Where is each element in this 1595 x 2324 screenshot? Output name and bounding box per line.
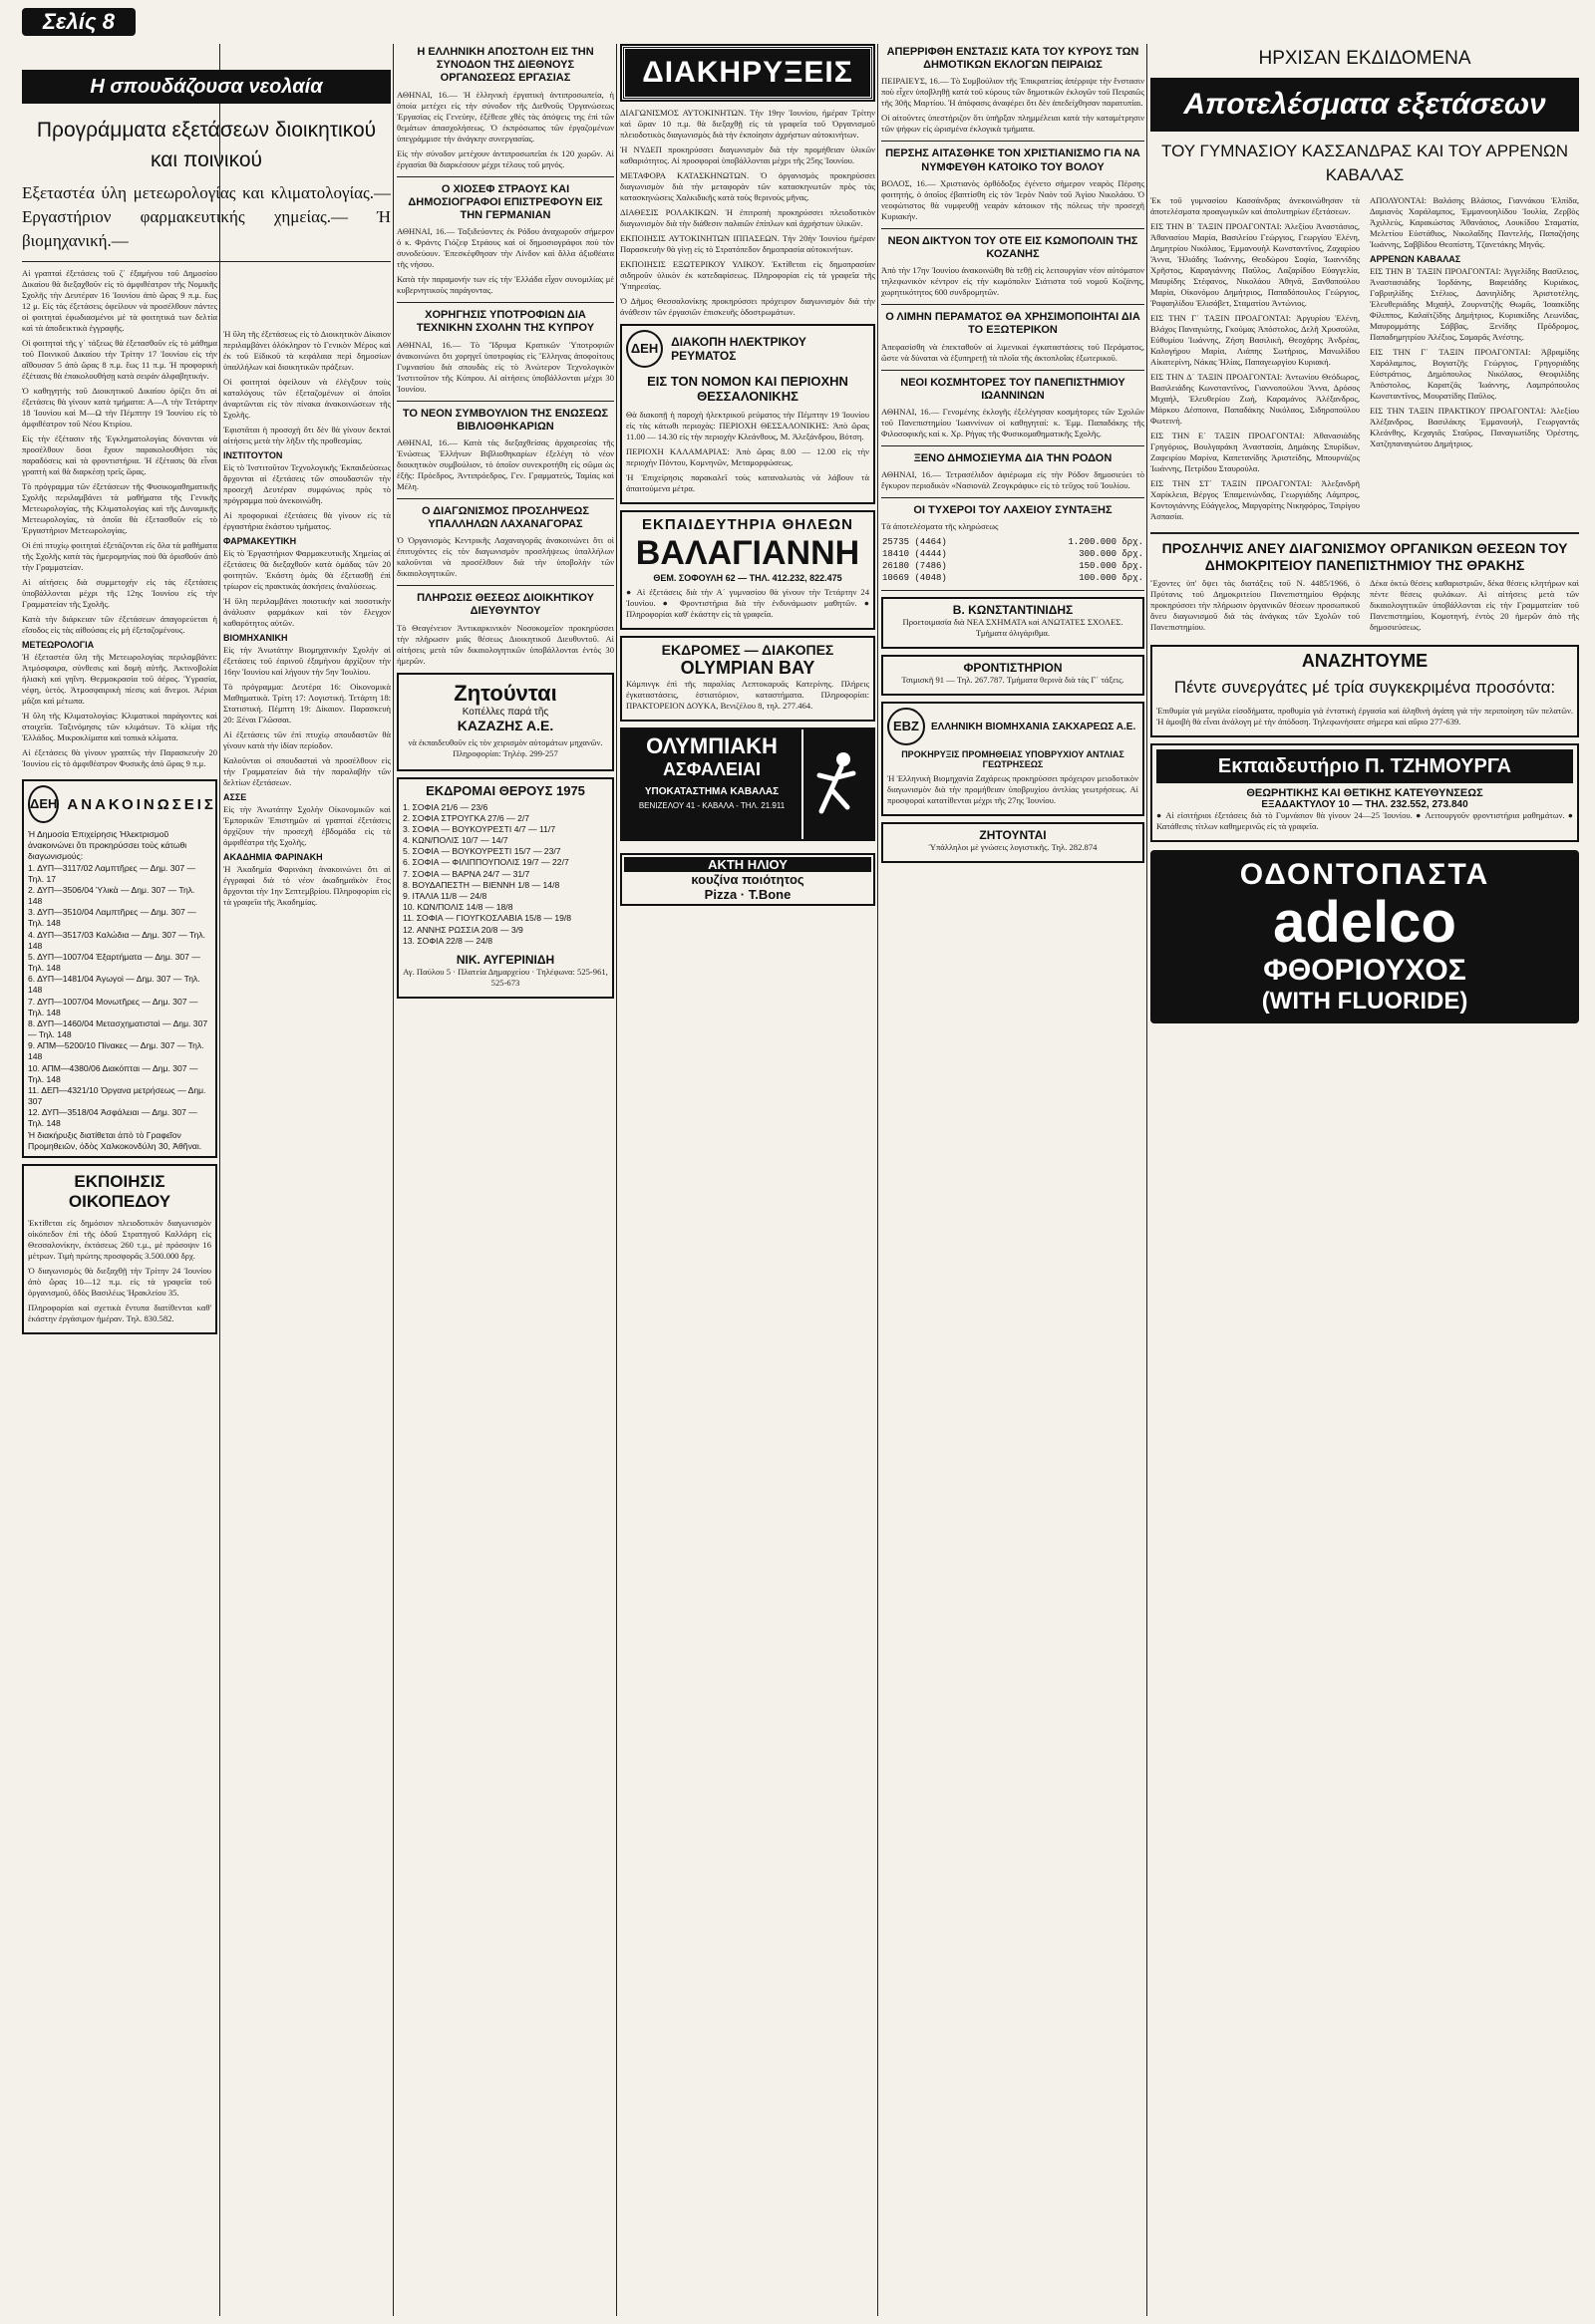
ad-restaurant-a — [620, 853, 875, 906]
col3-head-1: Η ΕΛΛΗΝΙΚΗ ΑΠΟΣΤΟΛΗ ΕΙΣ ΤΗΝ ΣΥΝΟΔΟΝ ΤΗΣ ΔΙΕΘΝΟΥΣ ΟΡΓΑΝΩΣΕΩΣ ΕΡΓΑΣΙΑΣ — [417, 46, 594, 85]
notices-box — [22, 779, 217, 1158]
col3-head-4: ΤΟ ΝΕΟΝ ΣΥΜΒΟΥΛΙΟΝ ΤΗΣ ΕΝΩΣΕΩΣ ΒΙΒΛΙΟΘΗΚΑΡΙΩΝ — [402, 407, 609, 433]
toothpaste-brand: adelco — [1273, 889, 1456, 955]
ad-toothpaste — [1150, 850, 1579, 1023]
ad-wanted-2: ΖΗΤΟΥΝΤΑΙ Ὑπάλληλοι μὲ γνώσεις λογιστικῆς. Τηλ. 282.874 — [881, 822, 1144, 863]
power-cut-area: ΕΙΣ ΤΟΝ ΝΟΜΟΝ ΚΑΙ ΠΕΡΙΟΧΗΝ ΘΕΣΣΑΛΟΝΙΚΗΣ — [647, 374, 848, 404]
lottery-row — [881, 572, 1144, 584]
ad-school: ΕΚΠΑΙΔΕΥΤΗΡΙΑ ΘΗΛΕΩΝ ΒΑΛΑΓΙΑΝΝΗ ΘΕΜ. ΣΟΦΟΥΛΗ 62 — ΤΗΛ. 412.232, 822.475 ● Αἱ ἐξετάσεις διὰ τὴν Α΄ γυμνασίου θὰ γίνουν τὴν Τετάρτην 24 Ἰουνίου. ● Φροντιστήρια διὰ τὴν ἐνδυνάμωσιν μαθητῶν. ● Πληροφορίαι καθ' ἑκάστην εἰς τὰ γραφεῖα. — [620, 510, 875, 630]
results-columns: Ἐκ τοῦ γυμνασίου Κασσάνδρας ἀνεκοινώθησαν τὰ ἀποτελέσματα προαγωγικῶν καὶ ἀπολυτηρίων ἐξετάσεων. ΕΙΣ ΤΗΝ Β΄ ΤΑΞΙΝ ΠΡΟΑΓΟΝΤΑΙ: Ἀλεξίου Ἀναστάσιος, Ἀθανασίου Μαρία, Βασιλείου Γεώργιος, Γεωργίου Ἑλένη, Δημητρίου Νικόλαος, Ἐμμανουὴλ Κωνσταντῖνος, Ζαχαρίου Ἄννα, Ἠλιάδης Ἰωάννης, Θεοδώρου Σοφία, Ἰωαννίδης Χρῆστος, Καραγιάννης Παῦλος, Λαζαρίδου Εὐαγγελία, Μαυρίδης Στέφανος, Νικολάου Ἀθηνᾶ, Ξανθοπούλου Μαρία, Οἰκονόμου Δημήτριος, Παπαδόπουλος Γεώργιος, Ῥαφαηλίδου Ἐλισάβετ, Σταματίου Ἀντώνιος. ΕΙΣ ΤΗΝ Γ΄ ΤΑΞΙΝ ΠΡΟΑΓΟΝΤΑΙ: Ἀργυρίου Ἑλένη, Βλάχος Παναγιώτης, Γκούμας Ἀπόστολος, Δελῆ Χρυσούλα, Εὐθυμίου Ἰωάννης, Ζήση Βασιλικὴ, Θεοχάρης Ἀνδρέας, Καλογήρου Μαρία, Λιάπης Σωτήριος, Μανωλίδου Αἰκατερίνη, Νάκας Ἠλίας, Παπαγεωργίου Κυριακή. ΕΙΣ ΤΗΝ Δ΄ ΤΑΞΙΝ ΠΡΟΑΓΟΝΤΑΙ: Ἀντωνίου Θεόδωρος, Βασιλειάδης Κωνσταντῖνος, Γιαννοπούλου Ἄννα, Δρόσος Μιχαήλ, Ἐλευθερίου Ζωή, Καραμάνος Ἀλέξανδρος, Μάρκου Δέσποινα, Παπαδάκης Νικόλαος, Σιδηροπούλου Φωτεινὴ. ΕΙΣ ΤΗΝ Ε΄ ΤΑΞΙΝ ΠΡΟΑΓΟΝΤΑΙ: Ἀθανασιάδης Γρηγόριος, Βουλγαράκη Ἀναστασία, Δημάκης Σπυρίδων, Ζαφειρίου Μαρίνα, Καπετανίδης Ἀριστείδης, Μπουρνάζος Ἰωάννης, Πετρίδου Σταυρούλα. ΕΙΣ ΤΗΝ ΣΤ΄ ΤΑΞΙΝ ΠΡΟΑΓΟΝΤΑΙ: Ἀλεξανδρῆ Χαρίκλεια, Βέργος Ἐπαμεινώνδας, Γεωργιάδης Λάμπρος, Κοντογιάννης Εὐάγγελος, Μαργαρίτης Νικηφόρος, Τσιρίγου Ἀσπασία. ΑΠΟΛΥΟΝΤΑΙ: Βαλάσης Βλάσιος, Γιαννάκου Ἐλπίδα, Δαμιανὸς Χαράλαμπος, Ἐμμανουηλίδου Ἰουλία, Ζερβὸς Ἀχιλλεύς, Καρακώστας Ἀθανάσιος, Λουκίδου Σταματία, Μελετίου Εὐστάθιος, Νικολαΐδης Παντελής, Παπαζήσης Ἰωάννης, Σαββίδου Θεοπίστη, Τζανετάκης Μηνᾶς. ΑΡΡΕΝΩΝ ΚΑΒΑΛΑΣ ΕΙΣ ΤΗΝ Β΄ ΤΑΞΙΝ ΠΡΟΑΓΟΝΤΑΙ: Ἀγγελίδης Βασίλειος, Ἀναστασιάδης Ἰορδάνης, Βαφειάδης Κυριάκος, Γαβριηλίδης Στέλιος, Δανιηλίδης Ἀριστοτέλης, Ἐλευθεριάδης Μιχαήλ, Ζουρνατζῆς Θωμᾶς, Ἰσαακίδης Φίλιππος, Καλαϊτζίδης Δημήτριος, Κυριακίδης Λεωνίδας, Μαυρομμάτης Σάββας, Ξενίδης Πρόδρομος, Παπαδημητρίου Ἀλέξιος, Σαμαρᾶς Ἀνέστης. ΕΙΣ ΤΗΝ Γ΄ ΤΑΞΙΝ ΠΡΟΑΓΟΝΤΑΙ: Ἀβραμίδης Χαράλαμπος, Βογιατζῆς Γεώργιος, Γρηγοριάδης Εὐστράτιος, Δημόπουλος Νικόλαος, Θεοφιλίδης Ἀπόστολος, Καρατζᾶς Ἰωάννης, Λαμπρόπουλος Κωνσταντῖνος, Μουρατίδης Παῦλος. ΕΙΣ ΤΗΝ ΤΑΞΙΝ ΠΡΑΚΤΙΚΟΥ ΠΡΟΑΓΟΝΤΑΙ: Ἀλεξίου Ἀλέξανδρος, Βασιλάκης Ἐμμανουήλ, Γεωργαντᾶς Κλεάνθης, Κεχαγιᾶς Σταῦρος, Παναγιωτίδης Ὀρέστης, Χατζηπαναγιώτου Δημήτριος. — [1150, 195, 1579, 521]
page-label — [22, 8, 136, 36]
col6-title — [1150, 78, 1579, 132]
ad-tutor-5: Β. ΚΩΝΣΤΑΝΤΙΝΙΔΗΣ Προετοιμασία διὰ ΝΕΑ ΣΧΗΜΑΤΑ καὶ ΑΝΩΤΑΤΕΣ ΣΧΟΛΕΣ. Τμήματα ὀλιγάριθμα. — [881, 597, 1144, 649]
seek-sub: Πέντε συνεργάτες μέ τρία συγκεκριμένα προσόντα: — [1173, 677, 1556, 697]
ad-insurer — [620, 727, 875, 841]
section-label — [22, 70, 391, 104]
col3-head-5: Ο ΔΙΑΓΩΝΙΣΜΟΣ ΠΡΟΣΛΗΨΕΩΣ ΥΠΑΛΛΗΛΩΝ ΛΑΧΑΝΑΓΟΡΑΣ — [422, 504, 589, 531]
col2-subhead-inst: ΙΝΣΤΙΤΟΥΤΟΝ — [223, 450, 283, 460]
camp-name: OLYMPIAN BAY — [680, 658, 815, 678]
col5-head-7: ΟΙ ΤΥΧΕΡΟΙ ΤΟΥ ΛΑΧΕΙΟΥ ΣΥΝΤΑΞΗΣ — [913, 504, 1113, 517]
ad-wanted: Ζητούνται Κοπέλλες παρά τῆς ΚΑΖΑΖΗΣ Α.Ε. νὰ ἐκπαιδευθοῦν εἰς τὸν χειρισμὸν αὐτομάτων μηχανῶν. Πληροφορίαι: Τηλέφ. 299-257 — [397, 673, 614, 771]
col3-head-6: ΠΛΗΡΩΣΙΣ ΘΕΣΕΩΣ ΔΙΟΙΚΗΤΙΚΟΥ ΔΙΕΥΘΥΝΤΟΥ — [417, 592, 594, 618]
dei-logo-icon: ΔΕΗ — [626, 330, 663, 368]
power-cut-box: ΔΕΗ ΔΙΑΚΟΠΗ ΗΛΕΚΤΡΙΚΟΥ ΡΕΥΜΑΤΟΣ ΕΙΣ ΤΟΝ ΝΟΜΟΝ ΚΑΙ ΠΕΡΙΟΧΗΝ ΘΕΣΣΑΛΟΝΙΚΗΣ Θὰ διακοπῇ ἡ παροχὴ ἠλεκτρικοῦ ρεύματος τὴν Πέμπτην 19 Ἰουνίου εἰς τὰς κάτωθι περιοχὰς: ΠΕΡΙΟΧΗ ΘΕΣΣΑΛΟΝΙΚΗΣ: Ἀπὸ ὥρας 11.00 — 14.30 εἰς τὴν περιοχὴν Κλεάνθους, Μ. Ἀλεξάνδρου, Βότση. ΠΕΡΙΟΧΗ ΚΑΛΑΜΑΡΙΑΣ: Ἀπὸ ὥρας 8.00 — 12.00 εἰς τὴν περιοχὴν Πόντου, Κομνηνῶν, Μεταμορφώσεως. Ἡ Ἐπιχείρησις παρακαλεῖ τοὺς καταναλωτὰς νὰ λάβουν τὰ ἀπαιτούμενα μέτρα. — [620, 324, 875, 504]
lottery-prize: 1.200.000 δρχ. — [1068, 537, 1143, 548]
section-label-text: Η σπουδάζουσα νεολαία — [90, 76, 323, 98]
auction-title: ΕΚΠΟΙΗΣΙΣ ΟΙΚΟΠΕΔΟΥ — [68, 1171, 171, 1211]
toothpaste-mid: ΦΘΟΡΙΟΥΧΟΣ — [1263, 953, 1466, 987]
tutor-box: Εκπαιδευτήριο Π. ΤΖΗΜΟΥΡΓΑ ΘΕΩΡΗΤΙΚΗΣ ΚΑΙ ΘΕΤΙΚΗΣ ΚΑΤΕΥΘΥΝΣΕΩΣ ΕΞΑΔΑΚΤΥΛΟΥ 10 — ΤΗΛ. 232.552, 273.840 ● Αἱ εἰσιτήριοι ἐξετάσεις διὰ τὸ Γυμνάσιον θὰ γίνουν 24—25 Ἰουνίου. ● Λειτουργοῦν φροντιστήρια μαθημάτων. ● Κατάθεσις τίτλων καθημερινῶς εἰς τὰ γραφεῖα. — [1150, 743, 1579, 842]
school-label: ΕΚΠΑΙΔΕΥΤΗΡΙΑ ΘΗΛΕΩΝ — [642, 516, 853, 533]
ad-tutor-5b: ΦΡΟΝΤΙΣΤΗΡΙΟΝ Τσιμισκῆ 91 — Τηλ. 267.787. Τμήματα θερινὰ διὰ τὰς Γ΄ τάξεις. — [881, 655, 1144, 696]
wanted-2-title: ΖΗΤΟΥΝΤΑΙ — [979, 828, 1047, 843]
dei-logo-icon: ΔΕΗ — [28, 785, 59, 823]
col3-head-2: Ο ΧΙΟΣΕΦ ΣΤΡΑΟΥΣ ΚΑΙ ΔΗΜΟΣΙΟΓΡΑΦΟΙ ΕΠΙΣΤΡΕΦΟΥΝ ΕΙΣ ΤΗΝ ΓΕΡΜΑΝΙΑΝ — [408, 182, 603, 221]
col5-head-4: Ο ΛΙΜΗΝ ΠΕΡΑΜΑΤΟΣ ΘΑ ΧΡΗΣΙΜΟΠΟΙΗΤΑΙ ΔΙΑ ΤΟ ΕΞΩΤΕΡΙΚΟΝ — [885, 311, 1140, 337]
column-rule — [877, 44, 878, 2316]
seek-box: ΑΝΑΖΗΤΟΥΜΕ Πέντε συνεργάτες μέ τρία συγκεκριμένα προσόντα: Ἐπιθυμία γιὰ μεγάλα εἰσοδήματα, προθυμία γιὰ ἐντατικὴ ἐργασία καὶ ἀληθινὴ ἀγάπη γιὰ τὴν περιποίηση τῶν πελατῶν. Ἡ ἀμοιβὴ θὰ εἶναι ἀνάλογη μὲ τὴν ἀπόδοση. Τηλεφωνήσατε σήμερα καὶ αὔριο 277-639. — [1150, 645, 1579, 737]
restaurant-a-sub: κουζίνα ποιότητος — [691, 872, 804, 887]
tutor-5b-name: ΦΡΟΝΤΙΣΤΗΡΙΟΝ — [963, 661, 1063, 676]
col2-subhead-pharm: ΦΑΡΜΑΚΕΥΤΙΚΗ — [223, 536, 297, 546]
column-3: Η ΕΛΛΗΝΙΚΗ ΑΠΟΣΤΟΛΗ ΕΙΣ ΤΗΝ ΣΥΝΟΔΟΝ ΤΗΣ ΔΙΕΘΝΟΥΣ ΟΡΓΑΝΩΣΕΩΣ ΕΡΓΑΣΙΑΣ ΑΘΗΝΑΙ, 16.— Ἡ ἑλληνικὴ ἐργατικὴ ἀντιπροσωπεία, ἡ ὁποία μετέχει εἰς τὴν σύνοδον τῆς Διεθνοῦς Ὀργανώσεως Ἐργασίας εἰς Γενεύην, ἐξέθεσε χθὲς τὰς ἀπόψεις της ἐπὶ τῶν θεμάτων ἀπασχολήσεως. Ὁ ἐκπρόσωπος τῶν ἐργαζομένων ὑπεγράμμισε τὴν ἀνάγκην συνεργασίας. Εἰς τὴν σύνοδον μετέχουν ἀντιπροσωπεῖαι ἐκ 120 χωρῶν. Αἱ ἐργασίαι θὰ διαρκέσουν μέχρι τέλους τοῦ μηνός. Ο ΧΙΟΣΕΦ ΣΤΡΑΟΥΣ ΚΑΙ ΔΗΜΟΣΙΟΓΡΑΦΟΙ ΕΠΙΣΤΡΕΦΟΥΝ ΕΙΣ ΤΗΝ ΓΕΡΜΑΝΙΑΝ ΑΘΗΝΑΙ, 16.— Ταξιδεύοντες ἐκ Ρόδου ἀναχωροῦν σήμερον ὁ κ. Φράντς Γιόζεφ Στράους καὶ οἱ δημοσιογράφοι ποὺ τὸν συνοδεύουν. Ἐπεσκέφθησαν τὴν Λίνδον καὶ ἄλλα ἀξιοθέατα τῆς νήσου. Κατὰ τὴν παραμονήν των εἰς τὴν Ἑλλάδα εἶχον συνομιλίας μὲ κυβερνητικοὺς παράγοντας. ΧΟΡΗΓΗΣΙΣ ΥΠΟΤΡΟΦΙΩΝ ΔΙΑ ΤΕΧΝΙΚΗΝ ΣΧΟΛΗΝ ΤΗΣ ΚΥΠΡΟΥ ΑΘΗΝΑΙ, 16.— Τὸ Ἴδρυμα Κρατικῶν Ὑποτροφιῶν ἀνακοινώνει ὅτι χορηγεῖ ὑποτροφίας εἰς Ἕλληνας ἀποφοίτους Γυμνασίου διὰ σπουδὰς εἰς τὸ Ἀνώτερον Τεχνολογικὸν Ἰνστιτοῦτον τῆς Κύπρου. Αἱ αἰτήσεις ὑποβάλλονται μέχρι 30 Ἰουνίου. ΤΟ ΝΕΟΝ ΣΥΜΒΟΥΛΙΟΝ ΤΗΣ ΕΝΩΣΕΩΣ ΒΙΒΛΙΟΘΗΚΑΡΙΩΝ ΑΘΗΝΑΙ, 16.— Κατὰ τὰς διεξαχθείσας ἀρχαιρεσίας τῆς Ἑνώσεως Ἑλλήνων Βιβλιοθηκαρίων ἐξελέγη τὸ νέον διοικητικὸν συμβούλιον, τὸ ὁποῖον συνεκροτήθη εἰς σῶμα ὡς ἑξῆς: Πρόεδρος, Ἀντιπρόεδρος, Γεν. Γραμματεύς, Ταμίας καὶ Μέλη. Ο ΔΙΑΓΩΝΙΣΜΟΣ ΠΡΟΣΛΗΨΕΩΣ ΥΠΑΛΛΗΛΩΝ ΛΑΧΑΝΑΓΟΡΑΣ Ὁ Ὀργανισμὸς Κεντρικῆς Λαχαναγορᾶς ἀνακοινώνει ὅτι οἱ ἐπιτυχόντες εἰς τὸν διαγωνισμὸν προσλήψεως ὑπαλλήλων καλοῦνται νὰ προσέλθουν διὰ τὴν ὑποβολὴν τῶν δικαιολογητικῶν. ΠΛΗΡΩΣΙΣ ΘΕΣΕΩΣ ΔΙΟΙΚΗΤΙΚΟΥ ΔΙΕΥΘΥΝΤΟΥ Τὸ Θεαγένειον Ἀντικαρκινικὸν Νοσοκομεῖον προκηρύσσει τὴν πλήρωσιν μιᾶς θέσεως Διοικητικοῦ Διευθυντοῦ. Αἱ αἰτήσεις μετὰ τῶν δικαιολογητικῶν ὑποβάλλονται ἐντὸς 30 ἡμερῶν. Ζητούνται Κοπέλλες παρά τῆς ΚΑΖΑΖΗΣ Α.Ε. νὰ ἐκπαιδευθοῦν εἰς τὸν χειρισμὸν αὐτομάτων μηχανῶν. Πληροφορίαι: Τηλέφ. 299-257 ΕΚΔΡΟΜΑΙ ΘΕΡΟΥΣ 1975 1. ΣΟΦΙΑ 21/6 — 23/6 2. ΣΟΦΙΑ ΣΤΡΟΥΓΚΑ 27/6 — 2/7 3. ΣΟΦΙΑ — ΒΟΥΚΟΥΡΕΣΤΙ 4/7 — 11/7 4. ΚΩΝ/ΠΟΛΙΣ 10/7 — 14/7 5. ΣΟΦΙΑ — ΒΟΥΚΟΥΡΕΣΤΙ 15/7 — 23/7 6. ΣΟΦΙΑ — ΦΙΛΙΠΠΟΥΠΟΛΙΣ 19/7 — 22/7 7. ΣΟΦΙΑ — ΒΑΡΝΑ 24/7 — 31/7 8. ΒΟΥΔΑΠΕΣΤΗ — ΒΙΕΝΝΗ 1/8 — 14/8 9. ΙΤΑΛΙΑ 11/8 — 24/8 10. ΚΩΝ/ΠΟΛΙΣ 14/8 — 18/8 11. ΣΟΦΙΑ — ΓΙΟΥΓΚΟΣΛΑΒΙΑ 15/8 — 19/8 12. ΑΝΝΗΣ ΡΩΣΣΙΑ 20/8 — 3/9 13. ΣΟΦΙΑ 22/8 — 24/8 ΝΙΚ. ΑΥΓΕΡΙΝΙΔΗ Αγ. Παύλου 5 · Πλατεία Δημαρχείου · Τηλέφωνα: 525-961, 525-673 — [397, 40, 614, 2324]
lottery-number: 25735 (4464) — [882, 537, 947, 548]
toothpaste-bot: (WITH FLUORIDE) — [1261, 987, 1468, 1015]
restaurant-a-name: ΑΚΤΗ ΗΛΙΟΥ — [624, 857, 871, 872]
col6-sub: ΤΟΥ ΓΥΜΝΑΣΙΟΥ ΚΑΣΣΑΝΔΡΑΣ ΚΑΙ ΤΟΥ ΑΡΡΕΝΩΝ ΚΑΒΑΛΑΣ — [1161, 142, 1568, 184]
col1-title: Προγράμματα εξετάσεων διοικητικού και ποινικού — [36, 119, 377, 171]
school-addr: ΘΕΜ. ΣΟΦΟΥΛΗ 62 — ΤΗΛ. 412.232, 822.475 — [653, 573, 842, 583]
col2-subhead-asse: ΑΣΣΕ — [223, 792, 247, 802]
ad-wanted-sub: Κοπέλλες παρά τῆς — [462, 706, 549, 718]
lottery-row — [881, 560, 1144, 572]
lottery-number: 18410 (4444) — [882, 549, 947, 560]
auction-box: ΕΚΠΟΙΗΣΙΣ ΟΙΚΟΠΕΔΟΥ Ἐκτίθεται εἰς δημόσιον πλειοδοτικὸν διαγωνισμὸν οἰκόπεδον ἐπὶ τῆς ὁδοῦ Στρατηγοῦ Καλλάρη εἰς Θεσσαλονίκην, ἐκτάσεως 260 τ.μ., μὲ πρόσοψιν 16 μέτρων. Τιμὴ πρώτης προσφορᾶς 3.500.000 δρχ. Ὁ διαγωνισμὸς θὰ διεξαχθῇ τὴν Τρίτην 24 Ἰουνίου ἀπὸ ὥρας 10—12 π.μ. εἰς τὰ γραφεῖα τοῦ ὁργανισμοῦ, ὁδὸς Βασιλέως Ἡρακλείου 35. Πληροφορίαι καὶ σχετικὰ ἔντυπα διατίθενται καθ' ἑκάστην ἐργάσιμον ἡμέραν. Τηλ. 830.582. — [22, 1164, 217, 1334]
col5-head-1: ΑΠΕΡΡΙΦΘΗ ΕΝΣΤΑΣΙΣ ΚΑΤΑ ΤΟΥ ΚΥΡΟΥΣ ΤΩΝ ΔΗΜΟΤΙΚΩΝ ΕΚΛΟΓΩΝ ΠΕΙΡΑΙΩΣ — [886, 46, 1139, 72]
tutor-label — [1156, 749, 1573, 783]
restaurant-a-dishes: Pizza · T.Bone — [704, 887, 792, 902]
lottery-number: 26180 (7486) — [882, 561, 947, 572]
toothpaste-top: ΟΔΟΝΤΟΠΑΣΤΑ — [1239, 857, 1490, 891]
insurer-addr: ΒΕΝΙΖΕΛΟΥ 41 - ΚΑΒΑΛΑ - ΤΗΛ. 21.911 — [638, 801, 786, 810]
ad-camp: ΕΚΔΡΟΜΕΣ — ΔΙΑΚΟΠΕΣ OLYMPIAN BAY Κάμπινγκ ἐπὶ τῆς παραλίας Λεπτοκαρυᾶς Κατερίνης. Πλήρεις ἐγκαταστάσεις, ἑστιατόριον, καταστήματα. Πληροφορίαι: ΠΡΑΚΤΟΡΕΙΟΝ ΔΟΥΚΑ, Βενιζέλου 8, τηλ. 277.464. — [620, 636, 875, 722]
school-name: ΒΑΛΑΓΙΑΝΝΗ — [635, 534, 860, 572]
ad-wanted-company: ΚΑΖΑΖΗΣ Α.Ε. — [457, 717, 554, 733]
column-rule — [1146, 44, 1147, 2316]
col6-title-text: Αποτελέσματα εξετάσεων — [1183, 88, 1546, 121]
col1-body-2: Ἡ ἐξεταστέα ὕλη τῆς Μετεωρολογίας περιλαμβάνει: Ἀτμόσφαιρα, σύνθεσις καὶ δομὴ αὐτῆς. Ἀκτινοβολία ἡλιακὴ καὶ γηΐνη. Θερμοκρασία τοῦ ἀέρος. Ὑγρασία, νέφη, ὑετός. Ἀτμοσφαιρικὴ πίεσις καὶ ἄνεμοι. Ἀέριαι μᾶζαι καὶ μέτωπα. Ἡ ὕλη τῆς Κλιματολογίας: Κλιματικοὶ παράγοντες καὶ στοιχεῖα. Ταξινόμησις τῶν κλιμάτων. Τὸ κλίμα τῆς Ἑλλάδος. Μικροκλίματα καὶ τοπικὰ κλίματα. Αἱ ἐξετάσεις θὰ γίνουν γραπτῶς τὴν Παρασκευὴν 20 Ἰουνίου εἰς τὸ ἀμφιθέατρον Φυσικῆς ἀπὸ ὥρας 9 π.μ. — [22, 652, 217, 768]
lottery-prize: 300.000 δρχ. — [1079, 549, 1143, 560]
column-4: ΔΙΑΚΗΡΥΞΕΙΣ ΔΙΑΓΩΝΙΣΜΟΣ ΑΥΤΟΚΙΝΗΤΩΝ. Τὴν 19ην Ἰουνίου, ἡμέραν Τρίτην καὶ ὥραν 10 π.μ. θὰ διεξαχθῇ εἰς τὰ γραφεῖα τοῦ Ὀργανισμοῦ πλειοδοτικὸς διαγωνισμὸς διὰ τὴν ἐκποίησιν ἀχρήστων αὐτοκινήτων. Ἡ ΝΥΔΕΠ προκηρύσσει διαγωνισμὸν διὰ τὴν προμήθειαν ὑλικῶν καθαριότητος. Αἱ προσφοραὶ ὑποβάλλονται μέχρι τῆς 25ης Ἰουνίου. ΜΕΤΑΦΟΡΑ ΚΑΤΑΣΚΗΝΩΤΩΝ. Ὁ ὀργανισμὸς προκηρύσσει διαγωνισμὸν διὰ τὴν μεταφορὰν τῶν κατασκηνωτῶν πρὸς τὰς κατασκηνώσεις Χαλκιδικῆς κατὰ τοὺς θερινοὺς μῆνας. ΔΙΑΘΕΣΙΣ ΡΟΛΑΚΙΚΩΝ. Ἡ ἐπιτροπὴ προκηρύσσει πλειοδοτικὸν διαγωνισμὸν διὰ τὴν διάθεσιν παλαιῶν ἐπίπλων καὶ ἀχρήστων ὑλικῶν. ΕΚΠΟΙΗΣΙΣ ΑΥΤΟΚΙΝΗΤΩΝ ΙΠΠΑΣΕΩΝ. Τὴν 20ὴν Ἰουνίου ἡμέραν Παρασκευὴν θὰ γίνῃ εἰς τὸ Στρατόπεδον δημοπρασία αὐτοκινήτων. ΕΚΠΟΙΗΣΙΣ ΕΞΩΤΕΡΙΚΟΥ ΥΛΙΚΟΥ. Ἐκτίθεται εἰς δημοπρασίαν σιδηροῦν ὑλικὸν ἐκ κατεδαφίσεως. Πληροφορίαι εἰς τὰ γραφεῖα τῆς Ὑπηρεσίας. Ὁ Δῆμος Θεσσαλονίκης προκηρύσσει πρόχειρον διαγωνισμὸν διὰ τὴν ἀνάθεσιν τῶν ἐργασιῶν ἐπισκευῆς ὁδοστρωμάτων. ΔΕΗ ΔΙΑΚΟΠΗ ΗΛΕΚΤΡΙΚΟΥ ΡΕΥΜΑΤΟΣ ΕΙΣ ΤΟΝ ΝΟΜΟΝ ΚΑΙ ΠΕΡΙΟΧΗΝ ΘΕΣΣΑΛΟΝΙΚΗΣ Θὰ διακοπῇ ἡ παροχὴ ἠλεκτρικοῦ ρεύματος τὴν Πέμπτην 19 Ἰουνίου εἰς τὰς κάτωθι περιοχὰς: ΠΕΡΙΟΧΗ ΘΕΣΣΑΛΟΝΙΚΗΣ: Ἀπὸ ὥρας 11.00 — 14.30 εἰς τὴν περιοχὴν Κλεάνθους, Μ. Ἀλεξάνδρου, Βότση. ΠΕΡΙΟΧΗ ΚΑΛΑΜΑΡΙΑΣ: Ἀπὸ ὥρας 8.00 — 12.00 εἰς τὴν περιοχὴν Πόντου, Κομνηνῶν, Μεταμορφώσεως. Ἡ Ἐπιχείρησις παρακαλεῖ τοὺς καταναλωτὰς νὰ λάβουν τὰ ἀπαιτούμενα μέτρα. ΕΚΠΑΙΔΕΥΤΗΡΙΑ ΘΗΛΕΩΝ ΒΑΛΑΓΙΑΝΝΗ ΘΕΜ. ΣΟΦΟΥΛΗ 62 — ΤΗΛ. 412.232, 822.475 ● Αἱ ἐξετάσεις διὰ τὴν Α΄ γυμνασίου θὰ γίνουν τὴν Τετάρτην 24 Ἰουνίου. ● Φροντιστήρια διὰ τὴν ἐνδυνάμωσιν μαθητῶν. ● Πληροφορίαι καθ' ἑκάστην εἰς τὰ γραφεῖα. ΕΚΔΡΟΜΕΣ — ΔΙΑΚΟΠΕΣ OLYMPIAN BAY Κάμπινγκ ἐπὶ τῆς παραλίας Λεπτοκαρυᾶς Κατερίνης. Πλήρεις ἐγκαταστάσεις, ἑστιατόριον, καταστήματα. Πληροφορίαι: ΠΡΑΚΤΟΡΕΙΟΝ ΔΟΥΚΑ, Βενιζέλου 8, τηλ. 277.464. ΟΛΥΜΠΙΑΚΗ ΑΣΦΑΛΕΙΑΙ ΥΠΟΚΑΤΑΣΤΗΜΑ ΚΑΒΑΛΑΣ ΒΕΝΙΖΕΛΟΥ 41 - ΚΑΒΑΛΑ - ΤΗΛ. 21.911 ΑΚΤΗ ΗΛΙΟΥ κουζίνα ποιότητος Pizza · T.Bone — [620, 40, 875, 2324]
col1-body: Αἱ γραπταὶ ἐξετάσεις τοῦ ζ΄ ἐξαμήνου τοῦ Δημοσίου Δικαίου θὰ διεξαχθοῦν εἰς τὸ ἀμφιθέατρον τῆς Νομικῆς Σχολῆς τὴν Δευτέραν 16 Ἰουνίου ἀπὸ ὥρας 9 π.μ. ἕως 12 μ. Εἰς τὰς ἐξετάσεις ὀφείλουν νὰ προσέλθουν πάντες οἱ φοιτηταὶ ἐφωδιασμένοι μὲ τὰ φοιτητικά των δελτία καὶ τὰ ἀποδεικτικὰ ἐγγραφῆς. Οἱ φοιτηταὶ τῆς γ΄ τάξεως θὰ ἐξετασθοῦν εἰς τὸ μάθημα τοῦ Ποινικοῦ Δικαίου τὴν Τρίτην 17 Ἰουνίου εἰς τὴν αἴθουσαν 5 ἀπὸ ὥρας 8 π.μ. ἕως 11 π.μ. Ἡ προφορικὴ ἐξέτασις θὰ ἐπακολουθήσῃ κατὰ σειρὰν ἀλφαβητικήν. Ὁ καθηγητὴς τοῦ Διοικητικοῦ Δικαίου ὁρίζει ὅτι αἱ ἐξετάσεις θὰ γίνουν κατὰ τμήματα: Α—Λ τὴν Τετάρτην 18 Ἰουνίου καὶ Μ—Ω τὴν Πέμπτην 19 Ἰουνίου εἰς τὸ ἀμφιθέατρον τοῦ Νέου Κτιρίου. Εἰς τὴν ἐξέτασιν τῆς Ἐγκληματολογίας δύνανται νὰ προσέλθουν ὅσοι ἔχουν παρακολουθήσει τὰς παραδόσεις καὶ τὰ φροντιστήρια. Ἡ ἐξέτασις θὰ εἶναι γραπτὴ καὶ θὰ διαρκέσῃ τρεῖς ὥρας. Τὸ πρόγραμμα τῶν ἐξετάσεων τῆς Φυσικομαθηματικῆς Σχολῆς περιλαμβάνει τὰ μαθήματα τῆς Γενικῆς Μετεωρολογίας, τῆς Κλιματολογίας καὶ τῆς Δυναμικῆς Μετεωρολογίας, τὰ ὁποῖα θὰ ἐξετασθοῦν εἰς τὸ Ἐργαστήριον Μετεωρολογίας. Οἱ ἐπὶ πτυχίῳ φοιτηταὶ ἐξετάζονται εἰς ὅλα τὰ μαθήματα τῆς Σχολῆς κατὰ τὰς ἡμερομηνίας ποὺ θὰ ὁρισθοῦν ἀπὸ τὴν Γραμματείαν. Αἱ αἰτήσεις διὰ συμμετοχὴν εἰς τὰς ἐξετάσεις ὑποβάλλονται μέχρι τῆς 12ης Ἰουνίου εἰς τὴν Γραμματείαν τῆς Σχολῆς. Κατὰ τὴν διάρκειαν τῶν ἐξετάσεων ἀπαγορεύεται ἡ εἴσοδος εἰς τὰς αἰθούσας εἰς μὴ ἐξεταζομένους. — [22, 268, 217, 635]
insurer-name: ΟΛΥΜΠΙΑΚΗ — [646, 733, 778, 758]
ad-wanted-title: Ζητούνται — [454, 680, 557, 706]
lottery-prize: 100.000 δρχ. — [1079, 573, 1143, 584]
column-2: Ἡ ὕλη τῆς ἐξετάσεως εἰς τὸ Διοικητικὸν Δίκαιον περιλαμβάνει ὁλόκληρον τὸ Γενικὸν Μέρος καὶ ἐκ τοῦ Εἰδικοῦ τὰ κεφάλαια περὶ δημοσίων ὑπαλλήλων καὶ διοικητικῶν πράξεων. Οἱ φοιτηταὶ ὀφείλουν νὰ ἐλέγξουν τοὺς καταλόγους τῶν ἐξεταζομένων οἱ ὁποῖοι ἀναρτῶνται εἰς τὸν πίνακα ἀνακοινώσεων τῆς Σχολῆς. Ἐφιστᾶται ἡ προσοχὴ ὅτι δὲν θὰ γίνουν δεκταὶ αἰτήσεις μετὰ τὴν λῆξιν τῆς προθεσμίας. ΙΝΣΤΙΤΟΥΤΟΝ Εἰς τὸ Ἰνστιτοῦτον Τεχνολογικῆς Ἐκπαιδεύσεως ἄρχονται αἱ ἐξετάσεις τῶν σπουδαστῶν τὴν προσεχῆ Δευτέραν συμφώνως πρὸς τὸ πρόγραμμα ποὺ ἀνεκοινώθη. Αἱ προφορικαὶ ἐξετάσεις θὰ γίνουν εἰς τὰ ἐργαστήρια ἑκάστου τμήματος. ΦΑΡΜΑΚΕΥΤΙΚΗ Εἰς τὸ Ἐργαστήριον Φαρμακευτικῆς Χημείας αἱ ἐξετάσεις θὰ διεξαχθοῦν κατὰ ὁμάδας τῶν 20 φοιτητῶν. Ἑκάστη ὁμὰς θὰ ἐξετασθῇ ἐπὶ τρίωρον εἰς πρακτικὰς ἀσκήσεις ἀναλύσεως. Ἡ ὕλη περιλαμβάνει ποιοτικὴν καὶ ποσοτικὴν ἀνάλυσιν φαρμάκων καὶ τὸν ἔλεγχον καθαρότητος αὐτῶν. ΒΙΟΜΗΧΑΝΙΚΗ Εἰς τὴν Ἀνωτάτην Βιομηχανικὴν Σχολὴν αἱ ἐξετάσεις τοῦ ἐαρινοῦ ἐξαμήνου ἀρχίζουν τὴν 16ην Ἰουνίου καὶ λήγουν τὴν 5ην Ἰουλίου. Τὸ πρόγραμμα: Δευτέρα 16: Οἰκονομικὰ Μαθηματικὰ. Τρίτη 17: Λογιστική. Τετάρτη 18: Στατιστική. Πέμπτη 19: Δίκαιον. Παρασκευὴ 20: Ξέναι Γλῶσσαι. Αἱ ἐξετάσεις τῶν ἐπὶ πτυχίῳ σπουδαστῶν θὰ γίνουν κατὰ τὴν ἰδίαν περίοδον. Καλοῦνται οἱ σπουδασταὶ νὰ προσέλθουν εἰς τὴν Γραμματείαν διὰ τὴν παραλαβὴν τῶν δελτίων ἐξετάσεων. ΑΣΣΕ Εἰς τὴν Ἀνωτάτην Σχολὴν Οἰκονομικῶν καὶ Ἐμπορικῶν Ἐπιστημῶν αἱ γραπταὶ ἐξετάσεις ἀρχίζουν τὴν προσεχῆ ἑβδομάδα εἰς τὰ ἀμφιθέατρα τῆς Σχολῆς. ΑΚΑΔΗΜΙΑ ΦΑΡΙΝΑΚΗ Ἡ Ἀκαδημία Φαρινάκη ἀνακοινώνει ὅτι αἱ ἐγγραφαὶ διὰ τὸ νέον ἀκαδημαϊκὸν ἔτος ἄρχονται τὴν 1ην Σεπτεμβρίου. Πληροφορίαι εἰς τὰ γραφεῖα τῆς Ἀκαδημίας. — [223, 329, 391, 907]
column-6: ΗΡΧΙΣΑΝ ΕΚΔΙΔΟΜΕΝΑ Αποτελέσματα εξετάσεων ΤΟΥ ΓΥΜΝΑΣΙΟΥ ΚΑΣΣΑΝΔΡΑΣ ΚΑΙ ΤΟΥ ΑΡΡΕΝΩΝ ΚΑΒΑΛΑΣ Ἐκ τοῦ γυμνασίου Κασσάνδρας ἀνεκοινώθησαν τὰ ἀποτελέσματα προαγωγικῶν καὶ ἀπολυτηρίων ἐξετάσεων. ΕΙΣ ΤΗΝ Β΄ ΤΑΞΙΝ ΠΡΟΑΓΟΝΤΑΙ: Ἀλεξίου Ἀναστάσιος, Ἀθανασίου Μαρία, Βασιλείου Γεώργιος, Γεωργίου Ἑλένη, Δημητρίου Νικόλαος, Ἐμμανουὴλ Κωνσταντῖνος, Ζαχαρίου Ἄννα, Ἠλιάδης Ἰωάννης, Θεοδώρου Σοφία, Ἰωαννίδης Χρῆστος, Καραγιάννης Παῦλος, Λαζαρίδου Εὐαγγελία, Μαυρίδης Στέφανος, Νικολάου Ἀθηνᾶ, Ξανθοπούλου Μαρία, Οἰκονόμου Δημήτριος, Παπαδόπουλος Γεώργιος, Ῥαφαηλίδου Ἐλισάβετ, Σταματίου Ἀντώνιος. ΕΙΣ ΤΗΝ Γ΄ ΤΑΞΙΝ ΠΡΟΑΓΟΝΤΑΙ: Ἀργυρίου Ἑλένη, Βλάχος Παναγιώτης, Γκούμας Ἀπόστολος, Δελῆ Χρυσούλα, Εὐθυμίου Ἰωάννης, Ζήση Βασιλικὴ, Θεοχάρης Ἀνδρέας, Καλογήρου Μαρία, Λιάπης Σωτήριος, Μανωλίδου Αἰκατερίνη, Νάκας Ἠλίας, Παπαγεωργίου Κυριακή. ΕΙΣ ΤΗΝ Δ΄ ΤΑΞΙΝ ΠΡΟΑΓΟΝΤΑΙ: Ἀντωνίου Θεόδωρος, Βασιλειάδης Κωνσταντῖνος, Γιαννοπούλου Ἄννα, Δρόσος Μιχαήλ, Ἐλευθερίου Ζωή, Καραμάνος Ἀλέξανδρος, Μάρκου Δέσποινα, Παπαδάκης Νικόλαος, Σιδηροπούλου Φωτεινὴ. ΕΙΣ ΤΗΝ Ε΄ ΤΑΞΙΝ ΠΡΟΑΓΟΝΤΑΙ: Ἀθανασιάδης Γρηγόριος, Βουλγαράκη Ἀναστασία, Δημάκης Σπυρίδων, Ζαφειρίου Μαρίνα, Καπετανίδης Ἀριστείδης, Μπουρνάζος Ἰωάννης, Πετρίδου Σταυρούλα. ΕΙΣ ΤΗΝ ΣΤ΄ ΤΑΞΙΝ ΠΡΟΑΓΟΝΤΑΙ: Ἀλεξανδρῆ Χαρίκλεια, Βέργος Ἐπαμεινώνδας, Γεωργιάδης Λάμπρος, Κοντογιάννης Εὐάγγελος, Μαργαρίτης Νικηφόρος, Τσιρίγου Ἀσπασία. ΑΠΟΛΥΟΝΤΑΙ: Βαλάσης Βλάσιος, Γιαννάκου Ἐλπίδα, Δαμιανὸς Χαράλαμπος, Ἐμμανουηλίδου Ἰουλία, Ζερβὸς Ἀχιλλεύς, Καρακώστας Ἀθανάσιος, Λουκίδου Σταματία, Μελετίου Εὐστάθιος, Νικολαΐδης Παντελής, Παπαζήσης Ἰωάννης, Σαββίδου Θεοπίστη, Τζανετάκης Μηνᾶς. ΑΡΡΕΝΩΝ ΚΑΒΑΛΑΣ ΕΙΣ ΤΗΝ Β΄ ΤΑΞΙΝ ΠΡΟΑΓΟΝΤΑΙ: Ἀγγελίδης Βασίλειος, Ἀναστασιάδης Ἰορδάνης, Βαφειάδης Κυριάκος, Γαβριηλίδης Στέλιος, Δανιηλίδης Ἀριστοτέλης, Ἐλευθεριάδης Μιχαήλ, Ζουρνατζῆς Θωμᾶς, Ἰσαακίδης Φίλιππος, Καλαϊτζίδης Δημήτριος, Κυριακίδης Λεωνίδας, Μαυρομμάτης Σάββας, Ξενίδης Πρόδρομος, Παπαδημητρίου Ἀλέξιος, Σαμαρᾶς Ἀνέστης. ΕΙΣ ΤΗΝ Γ΄ ΤΑΞΙΝ ΠΡΟΑΓΟΝΤΑΙ: Ἀβραμίδης Χαράλαμπος, Βογιατζῆς Γεώργιος, Γρηγοριάδης Εὐστράτιος, Δημόπουλος Νικόλαος, Θεοφιλίδης Ἀπόστολος, Καρατζᾶς Ἰωάννης, Λαμπρόπουλος Κωνσταντῖνος, Μουρατίδης Παῦλος. ΕΙΣ ΤΗΝ ΤΑΞΙΝ ΠΡΑΚΤΙΚΟΥ ΠΡΟΑΓΟΝΤΑΙ: Ἀλεξίου Ἀλέξανδρος, Βασιλάκης Ἐμμανουήλ, Γεωργαντᾶς Κλεάνθης, Κεχαγιᾶς Σταῦρος, Παναγιωτίδης Ὀρέστης, Χατζηπαναγιώτου Δημήτριος. ΠΡΟΣΛΗΨΙΣ ΑΝΕΥ ΔΙΑΓΩΝΙΣΜΟΥ ΟΡΓΑΝΙΚΩΝ ΘΕΣΕΩΝ ΤΟΥ ΔΗΜΟΚΡΙΤΕΙΟΥ ΠΑΝΕΠΙΣΤΗΜΙΟΥ ΤΗΣ ΘΡΑΚΗΣ Ἔχοντες ὑπ' ὄψει τὰς διατάξεις τοῦ Ν. 4485/1966, ὁ Πρύτανις τοῦ Δημοκριτείου Πανεπιστημίου Θρᾴκης προκηρύσσει τὴν πλήρωσιν ὀργανικῶν θέσεων προσωπικοῦ ἄνευ διαγωνισμοῦ διὰ τὰς ἀνάγκας τῶν Σχολῶν τοῦ Πανεπιστημίου. Δέκα ὀκτὼ θέσεις καθαριστριῶν, δέκα θέσεις κλητήρων καὶ πέντε θέσεις φυλάκων. Αἱ αἰτήσεις μετὰ τῶν δικαιολογητικῶν ὑποβάλλονται εἰς τὴν Γραμματείαν τοῦ Πανεπιστημίου, Κομοτηνή, ἐντὸς 20 ἡμερῶν ἀπὸ τῆς δημοσιεύσεως. ΑΝΑΖΗΤΟΥΜΕ Πέντε συνεργάτες μέ τρία συγκεκριμένα προσόντα: Ἐπιθυμία γιὰ μεγάλα εἰσοδήματα, προθυμία γιὰ ἐντατικὴ ἐργασία καὶ ἀληθινὴ ἀγάπη γιὰ τὴν περιποίηση τῶν πελατῶν. Ἡ ἀμοιβὴ θὰ εἶναι ἀνάλογη μὲ τὴν ἀπόδοση. Τηλεφωνήσατε σήμερα καὶ αὔριο 277-639. Εκπαιδευτήριο Π. ΤΖΗΜΟΥΡΓΑ ΘΕΩΡΗΤΙΚΗΣ ΚΑΙ ΘΕΤΙΚΗΣ ΚΑΤΕΥΘΥΝΣΕΩΣ ΕΞΑΔΑΚΤΥΛΟΥ 10 — ΤΗΛ. 232.552, 273.840 ● Αἱ εἰσιτήριοι ἐξετάσεις διὰ τὸ Γυμνάσιον θὰ γίνουν 24—25 Ἰουνίου. ● Λειτουργοῦν φροντιστήρια μαθημάτων. ● Κατάθεσις τίτλων καθημερινῶς εἰς τὰ γραφεῖα. ΟΔΟΝΤΟΠΑΣΤΑ adelco ΦΘΟΡΙΟΥΧΟΣ (WITH FLUORIDE) — [1150, 40, 1579, 2324]
tutor-addr: ΕΞΑΔΑΚΤΥΛΟΥ 10 — ΤΗΛ. 232.552, 273.840 — [1261, 798, 1468, 810]
insurer-branch: ΥΠΟΚΑΤΑΣΤΗΜΑ ΚΑΒΑΛΑΣ — [644, 786, 780, 797]
col3-head-3: ΧΟΡΗΓΗΣΙΣ ΥΠΟΤΡΟΦΙΩΝ ΔΙΑ ΤΕΧΝΙΚΗΝ ΣΧΟΛΗΝ ΤΗΣ ΚΥΠΡΟΥ — [416, 309, 595, 335]
banner-text: ΔΙΑΚΗΡΥΞΕΙΣ — [642, 56, 853, 89]
column-5: ΑΠΕΡΡΙΦΘΗ ΕΝΣΤΑΣΙΣ ΚΑΤΑ ΤΟΥ ΚΥΡΟΥΣ ΤΩΝ ΔΗΜΟΤΙΚΩΝ ΕΚΛΟΓΩΝ ΠΕΙΡΑΙΩΣ ΠΕΙΡΑΙΕΥΣ, 16.— Τὸ Συμβούλιον τῆς Ἐπικρατείας ἀπέρριψε τὴν ἔνστασιν ποὺ εἶχεν ὑποβληθῇ κατὰ τοῦ κύρους τῶν δημοτικῶν ἐκλογῶν τοῦ Πειραιῶς τῆς 30ῆς Μαρτίου. Ἡ ἀπόφασις ἀναφέρει ὅτι δὲν ἀπεδείχθησαν παρατυπίαι. Οἱ αἰτοῦντες ὑπεστήριζον ὅτι ὑπῆρξαν πλημμέλειαι κατὰ τὴν καταμέτρησιν τῶν ψήφων εἰς ὡρισμένα ἐκλογικὰ τμήματα. ΠΕΡΣΗΣ ΑΙΤΑΣΘΗΚΕ ΤΟΝ ΧΡΙΣΤΙΑΝΙΣΜΟ ΓΙΑ ΝΑ ΝΥΜΦΕΥΘΗ ΚΑΤΟΙΚΟ ΤΟΥ ΒΟΛΟΥ ΒΟΛΟΣ, 16.— Χριστιανὸς ὀρθόδοξος ἐγένετο σήμερον νεαρὸς Πέρσης φοιτητής, ὁ ὁποῖος ἐβαπτίσθη εἰς τὸν Ἱερὸν Ναὸν τοῦ Ἁγίου Νικολάου. Ὁ νεοφώτιστος θὰ νυμφευθῇ νεαρὰν κάτοικον τῆς πόλεως τὴν προσεχῆ Κυριακήν. ΝΕΟΝ ΔΙΚΤΥΟΝ ΤΟΥ ΟΤΕ ΕΙΣ ΚΩΜΟΠΟΛΙΝ ΤΗΣ ΚΟΖΑΝΗΣ Ἀπὸ τὴν 17ην Ἰουνίου ἀνακοινώθη θὰ τεθῇ εἰς λειτουργίαν νέον αὐτόματον τηλεφωνικὸν κέντρον εἰς τὴν κωμόπολιν Σιάτιστα τοῦ νομοῦ Κοζάνης, χωρητικότητος 600 συνδρομητῶν. Ο ΛΙΜΗΝ ΠΕΡΑΜΑΤΟΣ ΘΑ ΧΡΗΣΙΜΟΠΟΙΗΤΑΙ ΔΙΑ ΤΟ ΕΞΩΤΕΡΙΚΟΝ Ἀπεφασίσθη νὰ ἐπεκταθοῦν αἱ λιμενικαὶ ἐγκαταστάσεις τοῦ Περάματος, ὥστε νὰ δύναται νὰ ἐξυπηρετῇ τὰ πλοῖα τῆς ἀκτοπλοΐας ἐξωτερικοῦ. ΝΕΟΙ ΚΟΣΜΗΤΟΡΕΣ ΤΟΥ ΠΑΝΕΠΙΣΤΗΜΙΟΥ ΙΩΑΝΝΙΝΩΝ ΑΘΗΝΑΙ, 16.— Γενομένης ἐκλογῆς ἐξελέγησαν κοσμήτορες τῶν Σχολῶν τοῦ Πανεπιστημίου Ἰωαννίνων οἱ καθηγηταί: κ. Ἐμμ. Παπαδάκης τῆς Φιλοσοφικῆς καὶ κ. Χρ. Ρήγας τῆς Φυσικομαθηματικῆς Σχολῆς. ΞΕΝΟ ΔΗΜΟΣΙΕΥΜΑ ΔΙΑ ΤΗΝ ΡΟΔΟΝ ΑΘΗΝΑΙ, 16.— Τετρασέλιδον ἀφιέρωμα εἰς τὴν Ρόδον δημοσιεύει τὸ ἔγκυρον περιοδικὸν «Νασιονάλ Ζεογκράφικ» εἰς τὸ τεῦχος τοῦ Ἰουλίου. ΟΙ ΤΥΧΕΡΟΙ ΤΟΥ ΛΑΧΕΙΟΥ ΣΥΝΤΑΞΗΣ Τὰ ἀποτελέσματα τῆς κληρώσεως 25735 (4464) 1.200.000 δρχ. 18410 (4444) 300.000 δρχ. 26180 (7486) 150.000 δρχ. 10669 (4048) 100.000 δρχ. Β. ΚΩΝΣΤΑΝΤΙΝΙΔΗΣ Προετοιμασία διὰ ΝΕΑ ΣΧΗΜΑΤΑ καὶ ΑΝΩΤΑΤΕΣ ΣΧΟΛΕΣ. Τμήματα ὀλιγάριθμα. ΦΡΟΝΤΙΣΤΗΡΙΟΝ Τσιμισκῆ 91 — Τηλ. 267.787. Τμήματα θερινὰ διὰ τὰς Γ΄ τάξεις. ΕΒΖ ΕΛΛΗΝΙΚΗ ΒΙΟΜΗΧΑΝΙΑ ΣΑΚΧΑΡΕΩΣ Α.Ε. ΠΡΟΚΗΡΥΞΙΣ ΠΡΟΜΗΘΕΙΑΣ ΥΠΟΒΡΥΧΙΟΥ ΑΝΤΛΙΑΣ ΓΕΩΤΡΗΣΕΩΣ Ἡ Ἑλληνικὴ Βιομηχανία Ζαχάρεως προκηρύσσει πρόχειρον μειοδοτικὸν διαγωνισμὸν διὰ τὴν προμήθειαν ὑποβρυχίου ἀντλίας γεωτρήσεως. Αἱ προσφοραὶ κατατίθενται μέχρι τῆς 27ης Ἰουνίου. ΖΗΤΟΥΝΤΑΙ Ὑπάλληλοι μὲ γνώσεις λογιστικῆς. Τηλ. 282.874 — [881, 40, 1144, 2324]
col1-lede: Εξεταστέα ύλη μετεωρολογίας και κλιματολογίας.—Εργαστήριον φαρμακευτικής χημείας.— Ή βιομηχανική.— — [22, 183, 391, 250]
excursions-title: ΕΚΔΡΟΜΑΙ ΘΕΡΟΥΣ 1975 — [426, 782, 585, 798]
lottery-row — [881, 548, 1144, 560]
col5-head-3: ΝΕΟΝ ΔΙΚΤΥΟΝ ΤΟΥ ΟΤΕ ΕΙΣ ΚΩΜΟΠΟΛΙΝ ΤΗΣ ΚΟΖΑΝΗΣ — [887, 234, 1138, 260]
col5-head-5: ΝΕΟΙ ΚΟΣΜΗΤΟΡΕΣ ΤΟΥ ΠΑΝΕΠΙΣΤΗΜΙΟΥ ΙΩΑΝΝΙΝΩΝ — [900, 376, 1125, 402]
lottery-table — [881, 536, 1144, 584]
col6-kicker: ΗΡΧΙΣΑΝ ΕΚΔΙΔΟΜΕΝΑ — [1258, 48, 1471, 69]
insurer-sub: ΑΣΦΑΛΕΙΑΙ — [662, 759, 762, 779]
excursions-list: 1. ΣΟΦΙΑ 21/6 — 23/6 2. ΣΟΦΙΑ ΣΤΡΟΥΓΚΑ 27/6 — 2/7 3. ΣΟΦΙΑ — ΒΟΥΚΟΥΡΕΣΤΙ 4/7 — 11/7 4. ΚΩΝ/ΠΟΛΙΣ 10/7 — 14/7 5. ΣΟΦΙΑ — ΒΟΥΚΟΥΡΕΣΤΙ 15/7 — 23/7 6. ΣΟΦΙΑ — ΦΙΛΙΠΠΟΥΠΟΛΙΣ 19/7 — 22/7 7. ΣΟΦΙΑ — ΒΑΡΝΑ 24/7 — 31/7 8. ΒΟΥΔΑΠΕΣΤΗ — ΒΙΕΝΝΗ 1/8 — 14/8 9. ΙΤΑΛΙΑ 11/8 — 24/8 10. ΚΩΝ/ΠΟΛΙΣ 14/8 — 18/8 11. ΣΟΦΙΑ — ΓΙΟΥΓΚΟΣΛΑΒΙΑ 15/8 — 19/8 12. ΑΝΝΗΣ ΡΩΣΣΙΑ 20/8 — 3/9 13. ΣΟΦΙΑ 22/8 — 24/8 — [403, 801, 572, 946]
seek-title: ΑΝΑΖΗΤΟΥΜΕ — [1301, 650, 1429, 671]
excursions-box: ΕΚΔΡΟΜΑΙ ΘΕΡΟΥΣ 1975 1. ΣΟΦΙΑ 21/6 — 23/6 2. ΣΟΦΙΑ ΣΤΡΟΥΓΚΑ 27/6 — 2/7 3. ΣΟΦΙΑ — ΒΟΥΚΟΥΡΕΣΤΙ 4/7 — 11/7 4. ΚΩΝ/ΠΟΛΙΣ 10/7 — 14/7 5. ΣΟΦΙΑ — ΒΟΥΚΟΥΡΕΣΤΙ 15/7 — 23/7 6. ΣΟΦΙΑ — ΦΙΛΙΠΠΟΥΠΟΛΙΣ 19/7 — 22/7 7. ΣΟΦΙΑ — ΒΑΡΝΑ 24/7 — 31/7 8. ΒΟΥΔΑΠΕΣΤΗ — ΒΙΕΝΝΗ 1/8 — 14/8 9. ΙΤΑΛΙΑ 11/8 — 24/8 10. ΚΩΝ/ΠΟΛΙΣ 14/8 — 18/8 11. ΣΟΦΙΑ — ΓΙΟΥΓΚΟΣΛΑΒΙΑ 15/8 — 19/8 12. ΑΝΝΗΣ ΡΩΣΣΙΑ 20/8 — 3/9 13. ΣΟΦΙΑ 22/8 — 24/8 ΝΙΚ. ΑΥΓΕΡΙΝΙΔΗ Αγ. Παύλου 5 · Πλατεία Δημαρχείου · Τηλέφωνα: 525-961, 525-673 — [397, 777, 614, 999]
camp-title: ΕΚΔΡΟΜΕΣ — ΔΙΑΚΟΠΕΣ — [661, 642, 834, 658]
lottery-row — [881, 536, 1144, 548]
sugar-box: ΕΒΖ ΕΛΛΗΝΙΚΗ ΒΙΟΜΗΧΑΝΙΑ ΣΑΚΧΑΡΕΩΣ Α.Ε. ΠΡΟΚΗΡΥΞΙΣ ΠΡΟΜΗΘΕΙΑΣ ΥΠΟΒΡΥΧΙΟΥ ΑΝΤΛΙΑΣ ΓΕΩΤΡΗΣΕΩΣ Ἡ Ἑλληνικὴ Βιομηχανία Ζαχάρεως προκηρύσσει πρόχειρον μειοδοτικὸν διαγωνισμὸν διὰ τὴν προμήθειαν ὑποβρυχίου ἀντλίας γεωτρήσεως. Αἱ προσφοραὶ κατατίθενται μέχρι τῆς 27ης Ἰουνίου. — [881, 702, 1144, 816]
excursions-agent: ΝΙΚ. ΑΥΓΕΡΙΝΙΔΗ — [456, 952, 555, 967]
lottery-prize: 150.000 δρχ. — [1079, 561, 1143, 572]
power-cut-title: ΔΙΑΚΟΠΗ ΗΛΕΚΤΡΙΚΟΥ ΡΕΥΜΑΤΟΣ — [671, 335, 806, 363]
column-rule — [616, 44, 617, 2316]
sugar-sub: ΠΡΟΚΗΡΥΞΙΣ ΠΡΟΜΗΘΕΙΑΣ ΥΠΟΒΡΥΧΙΟΥ ΑΝΤΛΙΑΣ ΓΕΩΤΡΗΣΕΩΣ — [901, 749, 1124, 770]
sugar-title: ΕΛΛΗΝΙΚΗ ΒΙΟΜΗΧΑΝΙΑ ΣΑΚΧΑΡΕΩΣ Α.Ε. — [931, 721, 1136, 732]
univ-title: ΠΡΟΣΛΗΨΙΣ ΑΝΕΥ ΔΙΑΓΩΝΙΣΜΟΥ ΟΡΓΑΝΙΚΩΝ ΘΕΣΕΩΝ ΤΟΥ ΔΗΜΟΚΡΙΤΕΙΟΥ ΠΑΝΕΠΙΣΤΗΜΙΟΥ ΤΗΣ ΘΡΑΚΗΣ — [1161, 540, 1568, 573]
banner — [622, 46, 873, 100]
sugar-logo-icon: ΕΒΖ — [887, 708, 925, 745]
olympic-runner-icon — [801, 729, 873, 839]
col6-sub-kavala: ΑΡΡΕΝΩΝ ΚΑΒΑΛΑΣ — [1370, 254, 1461, 264]
page-label-text: Σελίς 8 — [43, 9, 115, 34]
col1-subhead-meteo: ΜΕΤΕΩΡΟΛΟΓΙΑ — [22, 640, 95, 650]
notices-list: Ἡ Δημοσία Ἐπιχείρησις Ἠλεκτρισμοῦ ἀνακοινώνει ὅτι προκηρύσσει τοὺς κάτωθι διαγωνισμούς: 1. ΔΥΠ—3117/02 Λαμπτῆρες — Δημ. 307 — Τηλ. 17 2. ΔΥΠ—3506/04 Ὑλικὰ — Δημ. 307 — Τηλ. 148 3. ΔΥΠ—3510/04 Λαμπτῆρες — Δημ. 307 — Τηλ. 148 4. ΔΥΠ—3517/03 Καλώδια — Δημ. 307 — Τηλ. 148 5. ΔΥΠ—1007/04 Ἐξαρτήματα — Δημ. 307 — Τηλ. 148 6. ΔΥΠ—1481/04 Ἀγωγοὶ — Δημ. 307 — Τηλ. 148 7. ΔΥΠ—1007/04 Μονωτῆρες — Δημ. 307 — Τηλ. 148 8. ΔΥΠ—1460/04 Μετασχηματισταὶ — Δημ. 307 — Τηλ. 148 9. ΑΠΜ—5200/10 Πίνακες — Δημ. 307 — Τηλ. 148 10. ΑΠΜ—4380/06 Διακόπται — Δημ. 307 — Τηλ. 148 11. ΔΕΠ—4321/10 Ὀργανα μετρήσεως — Δημ. 307 12. ΔΥΠ—3518/04 Ἀσφάλειαι — Δημ. 307 — Τηλ. 148 Ἡ διακήρυξις διατίθεται ἀπὸ τὸ Γραφεῖον Προμηθειῶν, ὁδὸς Χαλκοκονδύλη 30, Ἀθῆναι. — [28, 829, 208, 1151]
tutor-5-name: Β. ΚΩΝΣΤΑΝΤΙΝΙΔΗΣ — [952, 603, 1074, 618]
col2-subhead-bio: ΒΙΟΜΗΧΑΝΙΚΗ — [223, 633, 288, 643]
col5-head-6: ΞΕΝΟ ΔΗΜΟΣΙΕΥΜΑ ΔΙΑ ΤΗΝ ΡΟΔΟΝ — [913, 451, 1113, 464]
lottery-number: 10669 (4048) — [882, 573, 947, 584]
tutor-label-text: Εκπαιδευτήριο Π. ΤΖΗΜΟΥΡΓΑ — [1217, 754, 1512, 777]
col2-subhead-academy: ΑΚΑΔΗΜΙΑ ΦΑΡΙΝΑΚΗ — [223, 852, 323, 862]
lottery-head: Τὰ ἀποτελέσματα τῆς κληρώσεως — [881, 521, 999, 532]
col5-head-2: ΠΕΡΣΗΣ ΑΙΤΑΣΘΗΚΕ ΤΟΝ ΧΡΙΣΤΙΑΝΙΣΜΟ ΓΙΑ ΝΑ ΝΥΜΦΕΥΘΗ ΚΑΤΟΙΚΟ ΤΟΥ ΒΟΛΟΥ — [885, 147, 1140, 173]
tutor-sub: ΘΕΩΡΗΤΙΚΗΣ ΚΑΙ ΘΕΤΙΚΗΣ ΚΑΤΕΥΘΥΝΣΕΩΣ — [1246, 786, 1483, 799]
notices-title: ΑΝΑΚΟΙΝΩΣΕΙΣ — [67, 795, 216, 813]
column-rule — [393, 44, 394, 2316]
column-rule — [219, 44, 220, 2316]
